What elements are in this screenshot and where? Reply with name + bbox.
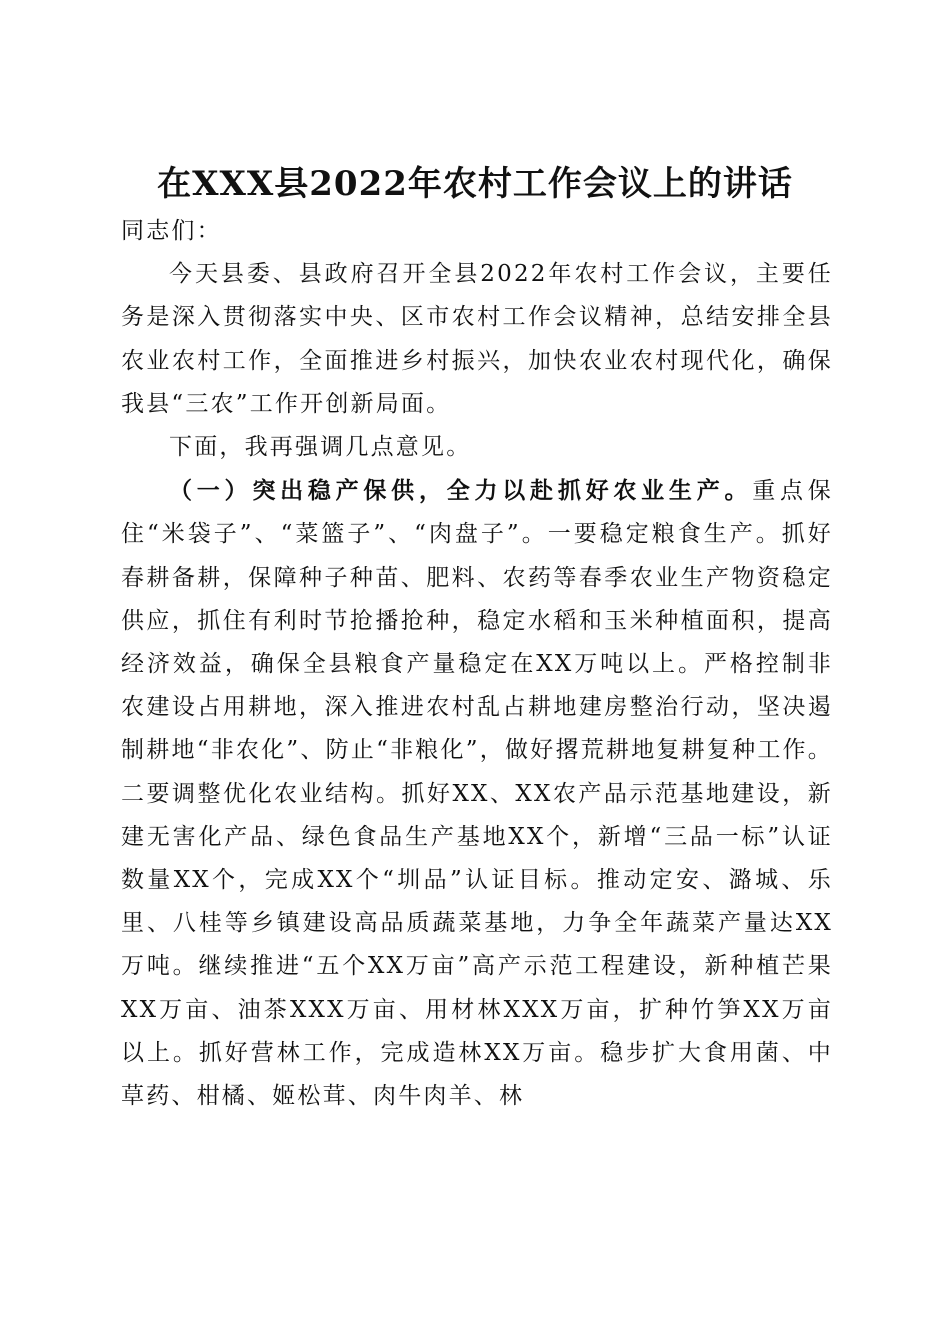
section-1-heading: （一）突出稳产保供，全力以赴抓好农业生产。: [169, 477, 753, 505]
paragraph-intro: 今天县委、县政府召开全县2022年农村工作会议，主要任务是深入贯彻落实中央、区市农村工作会议精神，总结安排全县农业农村工作，全面推进乡村振兴，加快农业农村现代化，确保我县“三农”工作开创新局面。: [121, 261, 833, 417]
document-body: [121, 210, 833, 1118]
paragraph-transition: 下面，我再强调几点意见。: [169, 434, 472, 461]
salutation: 同志们：: [121, 218, 222, 244]
section-1-paragraph: [121, 469, 833, 1118]
section-1-body: 重点保住“米袋子”、“菜篮子”、“肉盘子”。一要稳定粮食生产。抓好春耕备耕，保障种子种苗、肥料、农药等春季农业生产物资稳定供应，抓住有利时节抢播抢种，稳定水稻和玉米种植面积，提高经济效益，确保全县粮食产量稳定在XX万吨以上。严格控制非农建设占用耕地，深入推进农村乱占耕地建房整治行动，坚决遏制耕地“非农化”、防止“非粮化”，做好撂荒耕地复耕复种工作。二要调整优化农业结构。抓好XX、XX农产品示范基地建设，新建无害化产品、绿色食品生产基地XX个，新增“三品一标”认证数量XX个，完成XX个“圳品”认证目标。推动定安、潞城、乐里、八桂等乡镇建设高品质蔬菜基地，力争全年蔬菜产量达XX万吨。继续推进“五个XX万亩”高产示范工程建设，新种植芒果XX万亩、油茶XXX万亩、用材林XXX万亩，扩种竹笋XX万亩以上。抓好营林工作，完成造林XX万亩。稳步扩大食用菌、中草药、柑橘、姬松茸、肉牛肉羊、林: [121, 478, 833, 1110]
document-title: 在XXX县2022年农村工作会议上的讲话: [157, 163, 793, 204]
